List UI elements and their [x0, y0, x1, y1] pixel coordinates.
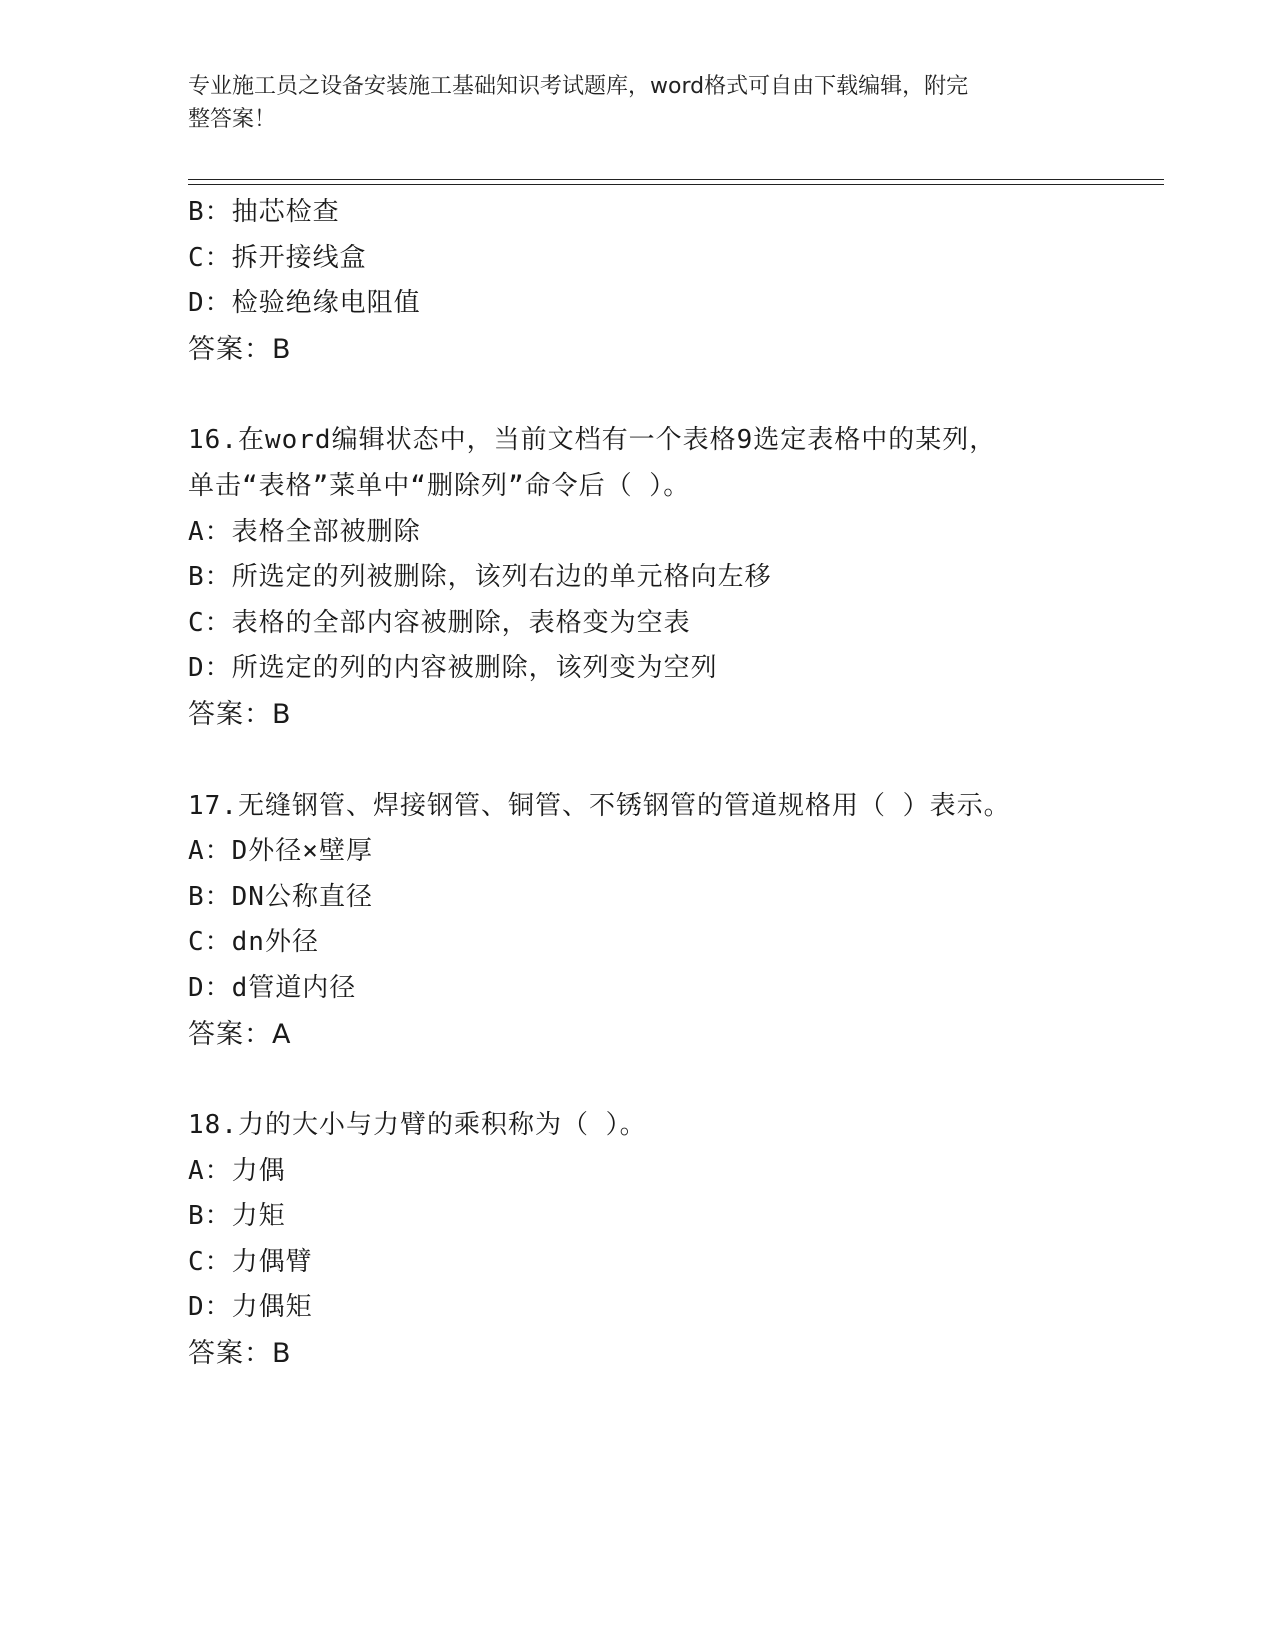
spacer	[188, 738, 1148, 784]
answer: 答案：B	[188, 698, 292, 730]
option-b: B：所选定的列被删除，该列右边的单元格向左移	[188, 562, 772, 593]
header-line-1: 专业施工员之设备安装施工基础知识考试题库，word格式可自由下载编辑，附完	[188, 74, 969, 99]
answer: 答案：B	[188, 333, 292, 365]
header-divider-bottom	[188, 184, 1164, 185]
option-d: D：力偶矩	[188, 1292, 313, 1323]
document-header	[188, 70, 1068, 136]
question-stem: 单击“表格”菜单中“删除列”命令后（ ）。	[188, 470, 691, 501]
option-d: D：所选定的列的内容被删除，该列变为空列	[188, 653, 718, 684]
option-c: C：dn外径	[188, 927, 319, 958]
option-c: C：力偶臂	[188, 1246, 313, 1277]
option-b: B：DN公称直径	[188, 881, 373, 912]
answer: 答案：B	[188, 1338, 292, 1370]
spacer	[188, 372, 1148, 418]
option-a: A：力偶	[188, 1155, 286, 1186]
question-17	[188, 784, 1148, 1058]
question-stem: 18.力的大小与力臂的乘积称为（ ）。	[188, 1110, 647, 1141]
answer: 答案：A	[188, 1018, 292, 1050]
option-c: C：拆开接线盒	[188, 242, 367, 273]
document-body	[188, 190, 1148, 1377]
question-stem: 17.无缝钢管、焊接钢管、铜管、不锈钢管的管道规格用（ ）表示。	[188, 790, 1011, 821]
option-b: B：抽芯检查	[188, 197, 340, 227]
option-d: D：检验绝缘电阻值	[188, 288, 421, 319]
header-divider-top	[188, 179, 1164, 180]
option-c: C：表格的全部内容被删除，表格变为空表	[188, 607, 691, 638]
question-stem: 16.在word编辑状态中，当前文档有一个表格9选定表格中的某列，	[188, 425, 997, 456]
question-15-continued	[188, 190, 1148, 372]
option-d: D：d管道内径	[188, 972, 357, 1003]
option-a: A：表格全部被删除	[188, 516, 421, 547]
option-a: A：D外径×壁厚	[188, 836, 373, 867]
option-b: B：力矩	[188, 1201, 286, 1232]
spacer	[188, 1057, 1148, 1103]
question-16	[188, 418, 1148, 737]
question-18	[188, 1103, 1148, 1377]
header-line-2: 整答案！	[188, 107, 277, 132]
